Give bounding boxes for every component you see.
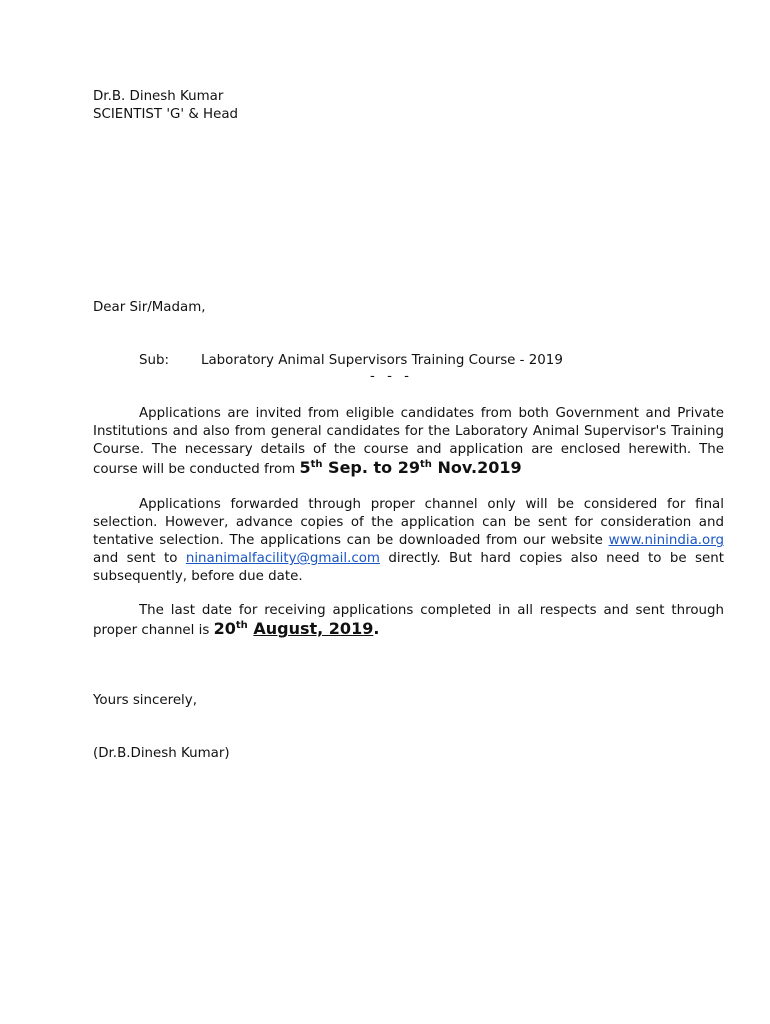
- sender-block: [93, 88, 724, 124]
- closing: Yours sincerely,: [93, 693, 197, 708]
- paragraph-invitation-text: Applications are invited from eligible candidates from both Government and Private Institutions and also from general candidates for the Laboratory Animal Supervisor's Training Course. The necessary details of the course and application are enclosed herewith. The course will be conducted from: [93, 406, 724, 477]
- subject-line: [139, 352, 724, 370]
- subject-label: Sub:: [139, 353, 169, 368]
- website-link[interactable]: www.ninindia.org: [608, 533, 724, 548]
- course-dates: 5th Sep. to 29th Nov.2019: [299, 458, 522, 477]
- sender-name: Dr.B. Dinesh Kumar: [93, 89, 224, 104]
- paragraph-last-date: The last date for receiving applications completed in all respects and sent through proper channel is 20th August, 2019.: [93, 603, 724, 638]
- subject-separator: - - -: [370, 369, 414, 384]
- email-link[interactable]: ninanimalfacility@gmail.com: [185, 551, 380, 566]
- subject-text: Laboratory Animal Supervisors Training Course - 2019: [201, 353, 563, 368]
- sender-title: SCIENTIST 'G' & Head: [93, 107, 239, 122]
- salutation: Dear Sir/Madam,: [93, 300, 206, 315]
- signature: (Dr.B.Dinesh Kumar): [93, 746, 230, 761]
- last-date: 20th August, 2019.: [213, 619, 380, 638]
- paragraph-applications: Applications forwarded through proper channel only will be considered for final selection. However, advance copies of the application can be sent for consideration and tentative selection. The applications can be downloaded from our website www.ninindia.org and sent to ninanimalfacility@gmail.com directly. But hard copies also need to be sent subsequently, before due date.: [93, 497, 725, 584]
- paragraph-invitation: [93, 405, 724, 479]
